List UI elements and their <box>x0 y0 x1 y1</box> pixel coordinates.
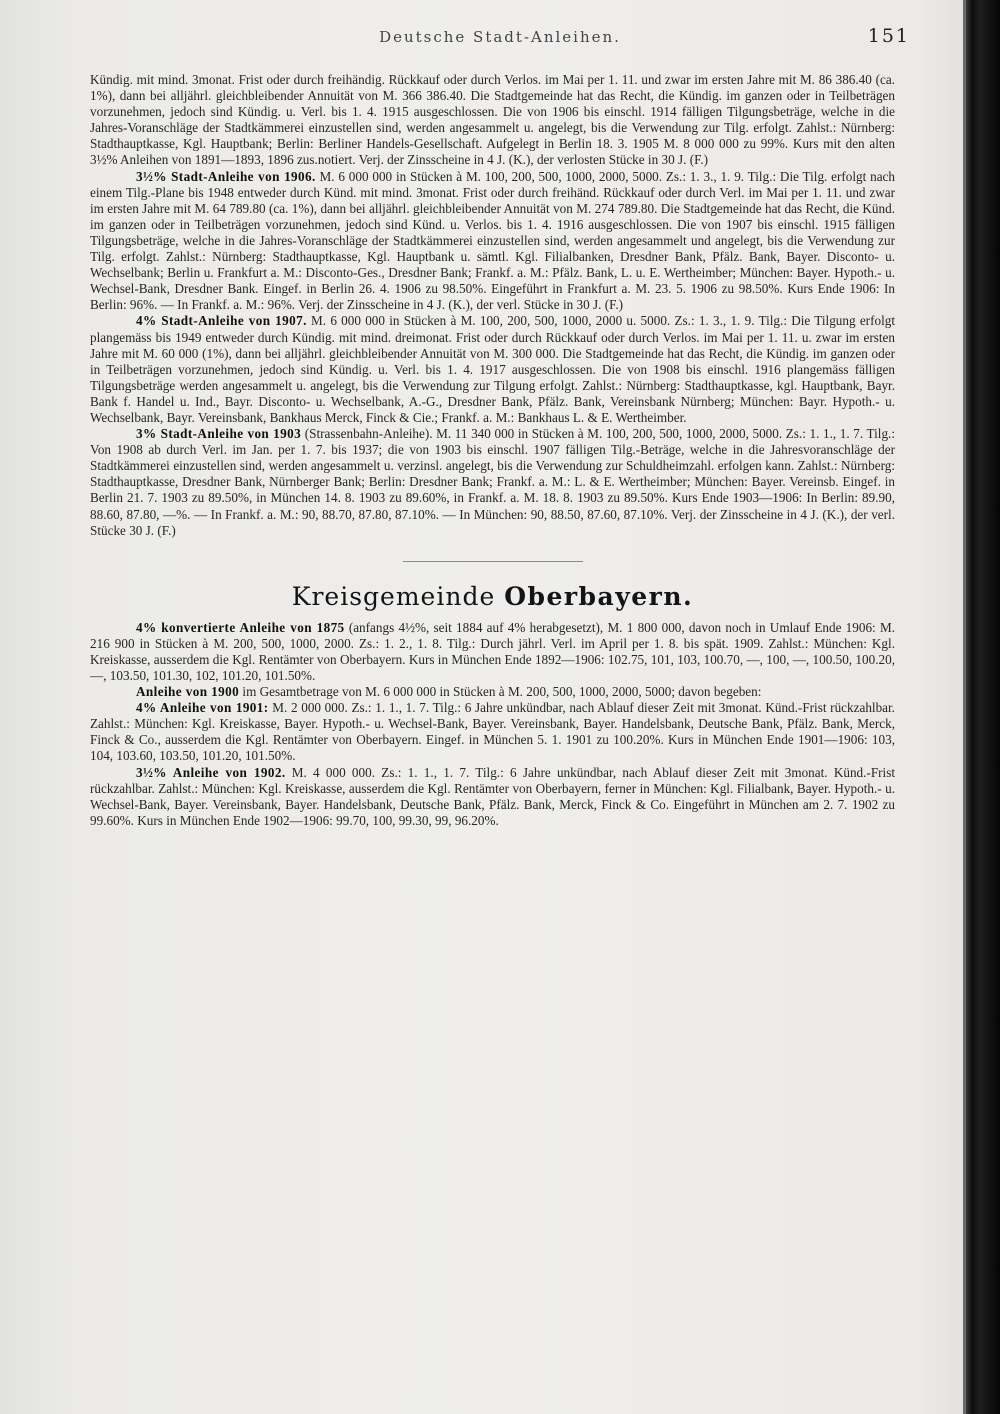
entry-heading: 4% Anleihe von 1901: <box>136 700 269 716</box>
entry-heading: 3% Stadt-Anleihe von 1903 <box>136 426 302 442</box>
running-title: Deutsche Stadt-Anleihen. <box>379 28 621 46</box>
section-title-bold: Oberbayern. <box>504 581 694 611</box>
page-header <box>90 25 910 58</box>
entry-heading: Anleihe von 1900 <box>136 684 240 700</box>
loan-entry-1906 <box>90 169 895 314</box>
page-number: 151 <box>867 25 910 47</box>
entry-heading: 3½% Stadt-Anleihe von 1906. <box>136 168 316 184</box>
entry-text: M. 2 000 000. Zs.: 1. 1., 1. 7. Tilg.: 6 Jahre unkündbar, nach Ablauf dieser Zeit mit 3monat. Künd.-Frist rückzahlbar. Zahlst.: München: Kgl. Kreiskasse, Bayer. Hypoth.- u. Wechsel-Bank, Bayer. Vereinsbank, Bayer. Handelsbank, Deutsche Bank, Pfälz. Bank, Merck, Finck & Co., ausserdem die Kgl. Rentämter von Oberbayern. Eingef. in München 5. 1. 1901 zu 100.20%. Kurs in München Ende 1901—1906: 103, 104, 103.60, 103.50, 101.20, 101.50%. <box>90 700 895 764</box>
entry-heading: 4% konvertierte Anleihe von 1875 <box>136 619 345 635</box>
entry-text: im Gesamtbetrage von M. 6 000 000 in Stücken à M. 200, 500, 1000, 2000, 5000; davon begeben: <box>239 684 762 700</box>
loan-entry-1900 <box>90 684 895 700</box>
loan-entry-1875 <box>90 620 895 684</box>
continued-paragraph <box>90 72 895 169</box>
section-title-light: Kreisgemeinde <box>291 581 496 611</box>
entry-text: (anfangs 4½%, seit 1884 auf 4% herabgesetzt), M. 1 800 000, davon noch in Umlauf Ende 1906: M. 216 900 in Stücken à M. 200, 500, 1000, 2000. Zs.: 1. 2., 1. 8. Tilg.: Durch jährl. Verl. im April per 1. 8. bis spät. 1909. Zahlst.: München: Kgl. Kreiskasse, ausserdem die Kgl. Rentämter von Oberbayern. Kurs in München Ende 1892—1906: 102.75, 101, 103, 100.70, —, 100, —, 100.50, 100.20, —, 103.50, 101.30, 102, 101.20, 101.50%. <box>90 619 896 683</box>
scan-dark-margin <box>966 0 1000 1414</box>
paragraph-text: Kündig. mit mind. 3monat. Frist oder durch freihändig. Rückkauf oder durch Verlos. im Mai per 1. 11. und zwar im ersten Jahre mit M. 86 386.40 (ca. 1%), dann bei alljährl. gleichbleibender Annuität von M. 366 386.40. Die Stadtgemeinde hat das Recht, die Kündig. im ganzen oder in Teilbeträgen vorzunehmen, jedoch sind Kündig. u. Verl. bis 1. 4. 1915 ausgeschlossen. Die von 1906 bis einschl. 1914 fälligen Tilgungsbeträge, welche in die Jahres-Voranschläge der Stadtkämmerei einzustellen sind, werden angesammelt u. angelegt, bis die Verwendung zur Tilg. erfolgt. Zahlst.: Nürnberg: Stadthauptkasse, Kgl. Hauptbank; Berlin: Berliner Handels-Gesellschaft. Aufgelegt in Berlin 18. 3. 1905 M. 8 000 000 zu 99%. Kurs mit den alten 3½% Anleihen von 1891—1893, 1896 zus.notiert. Verj. der Zinsscheine in 4 J. (K.), der verlosten Stücke in 30 J. (F.) <box>90 72 895 168</box>
entry-heading: 4% Stadt-Anleihe von 1907. <box>136 313 307 329</box>
loan-entry-1907 <box>90 313 895 426</box>
entry-text: M. 4 000 000. Zs.: 1. 1., 1. 7. Tilg.: 6 Jahre unkündbar, nach Ablauf dieser Zeit mit 3monat. Künd.-Frist rückzahlbar. Zahlst.: München: Kgl. Kreiskasse, ausserdem die Kgl. Rentämter von Oberbayern, ferner in München: Kgl. Filialbank, Bayer. Hypoth.- u. Wechsel-Bank, Bayer. Vereinsbank, Bayer. Handelsbank, Deutsche Bank, Pfälz. Bank, Merck, Finck & Co. Eingeführt in München am 2. 7. 1902 zu 99.60%. Kurs in München Ende 1902—1906: 99.70, 100, 99.30, 99, 96.20%. <box>90 764 896 828</box>
entry-text: M. 6 000 000 in Stücken à M. 100, 200, 500, 1000, 2000, 5000. Zs.: 1. 3., 1. 9. Tilg.: Die Tilg. erfolgt nach einem Tilg.-Plane bis 1948 entweder durch Künd. mit mind. 3monat. Frist oder durch freihänd. Rückkauf oder durch Verl. im Mai per 1. 11. und zwar im ersten Jahre mit M. 64 789.80 (ca. 1%), dann bei alljährl. gleichbleibender Annuität von M. 274 789.80. Die Stadtgemeinde hat das Recht, die Künd. im ganzen oder in Teilbeträgen vorzunehmen, jedoch sind Künd. u. Verlos. bis 1. 4. 1916 ausgeschlossen. Die von 1907 bis einschl. 1915 fälligen Tilgungsbeträge, welche in die Jahres-Voranschläge der Stadtkämmerei einzustellen sind, werden angesammelt und angelegt, bis die Verwendung zur Tilg. erfolgt. Zahlst.: Nürnberg: Stadthauptkasse, Kgl. Hauptbank u. sämtl. Kgl. Filialbanken, Dresdner Bank, Pfälz. Bank, Bayer. Disconto- u. Wechselbank; Berlin u. Frankfurt a. M.: Disconto-Ges., Dresdner Bank; Frankf. a. M.: Pfälz. Bank, L. u. E. Wertheimber; München: Bayer. Hypoth.- u. Wechsel-Bank, Dresdner Bank. Eingef. in Berlin 26. 4. 1906 zu 98.50%. Eingeführt in Frankfurt a. M. 23. 5. 1906 zu 98.50%. Kurs Ende 1906: In Berlin: 96%. — In Frankf. a. M.: 96%. Verj. der Zinsscheine in 4 J. (K.), der verl. Stücke in 30 J. (F.) <box>90 168 895 313</box>
entry-heading: 3½% Anleihe von 1902. <box>136 764 286 780</box>
section-title <box>90 582 895 612</box>
section-divider <box>403 561 583 562</box>
entry-text: M. 6 000 000 in Stücken à M. 100, 200, 500, 1000, 2000 u. 5000. Zs.: 1. 3., 1. 9. Tilg.: Die Tilgung erfolgt plangemäss bis 1949 entweder durch Kündig. mit mind. dreimonat. Frist oder durch Rückkauf oder durch Verlos. im Mai per 1. 11. u. zwar im ersten Jahre mit M. 60 000 (1%), dann bei alljährl. gleichbleibender Annuität von M. 300 000. Die Stadtgemeinde hat das Recht, die Kündig. im ganzen oder in Teilbeträgen vorzunehmen, jedoch sind Kündig. u. Verl. bis 1. 4. 1917 ausgeschlossen. Die von 1908 bis einschl. 1916 plangemäss fälligen Tilgungsbeträge werden angesammelt u. angelegt, bis die Verwendung zur Tilgung erfolgt. Zahlst.: Nürnberg: Stadthauptkasse, kgl. Hauptbank, Bayr. Bank f. Handel u. Ind., Bayr. Disconto- u. Wechselbank, A.-G., Dresdner Bank, Pfälz. Bank, Vereinsbank Nürnberg; München: Bayr. Hypoth.- u. Wechselbank, Bayr. Vereinsbank, Bankhaus Merck, Finck & Cie.; Frankf. a. M.: Bankhaus L. & E. Wertheimber. <box>90 313 895 425</box>
entry-text: (Strassenbahn-Anleihe). M. 11 340 000 in Stücken à M. 100, 200, 500, 1000, 2000, 5000. Zs.: 1. 1., 1. 7. Tilg.: Von 1908 ab durch Verl. im Jan. per 1. 7. bis 1937; die von 1903 bis einschl. 1907 fälligen Tilg.-Beträge, welche in die Jahresvoranschläge der Stadtkämmerei einzustellen sind, werden angesammelt u. verzinsl. angelegt, bis die Verwendung zur Schuldheimzahl. erfolgen kann. Zahlst.: Nürnberg: Stadthauptkasse, Dresdner Bank, Nürnberger Bank; Berlin: Dresdner Bank; Frankf. a. M.: L. & E. Wertheimber; München: Bayer. Vereinsb. Eingef. in Berlin 21. 7. 1903 zu 89.50%, in München 14. 8. 1903 zu 89.60%, in Frankf. a. M. 18. 8. 1903 zu 89.50%. Kurs Ende 1903—1906: In Berlin: 89.90, 88.60, 87.80, —%. — In Frankf. a. M.: 90, 88.70, 87.80, 87.10%. — In München: 90, 88.50, 87.60, 87.10%. Verj. der Zinsscheine in 4 J. (K.), der verl. Stücke 30 J. (F.) <box>90 426 896 538</box>
loan-entry-1903 <box>90 426 895 539</box>
page-body <box>90 72 895 829</box>
loan-entry-1901 <box>90 700 895 764</box>
loan-entry-1902 <box>90 765 895 829</box>
